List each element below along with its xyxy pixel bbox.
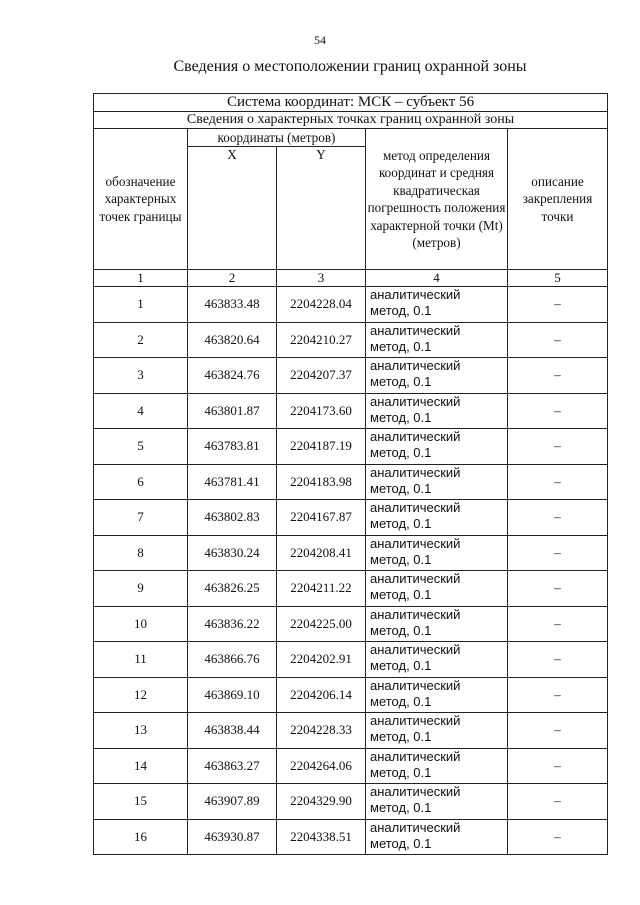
y-coordinate: 2204228.04 bbox=[277, 287, 366, 323]
table-row bbox=[94, 358, 608, 394]
x-coordinate: 463907.89 bbox=[188, 784, 277, 820]
y-coordinate: 2204210.27 bbox=[277, 322, 366, 358]
method-cell bbox=[366, 322, 508, 358]
point-number: 5 bbox=[94, 429, 188, 465]
fixing-description: – bbox=[508, 784, 608, 820]
fixing-description-header: описание закрепления точки bbox=[508, 129, 608, 270]
coordinates-header bbox=[188, 129, 366, 270]
method-cell bbox=[366, 500, 508, 536]
column-number: 4 bbox=[366, 270, 508, 287]
method-cell bbox=[366, 606, 508, 642]
document-title: Сведения о местоположении границ охранной зоны bbox=[173, 58, 527, 75]
y-coordinate: 2204225.00 bbox=[277, 606, 366, 642]
point-number: 11 bbox=[94, 642, 188, 678]
column-number: 3 bbox=[277, 270, 366, 287]
x-coordinate: 463863.27 bbox=[188, 748, 277, 784]
method-accuracy: метод, 0.1 bbox=[370, 374, 432, 389]
y-coordinate: 2204264.06 bbox=[277, 748, 366, 784]
method-accuracy: метод, 0.1 bbox=[370, 693, 432, 709]
x-coordinate: 463838.44 bbox=[188, 713, 277, 749]
x-coordinate: 463833.48 bbox=[188, 287, 277, 323]
table-row bbox=[94, 642, 608, 678]
x-coordinate: 463830.24 bbox=[188, 535, 277, 571]
point-number: 13 bbox=[94, 713, 188, 749]
table-row bbox=[94, 322, 608, 358]
fixing-description: – bbox=[508, 642, 608, 678]
method-line: аналитический bbox=[370, 784, 461, 799]
method-line: аналитический bbox=[370, 393, 461, 409]
coordinate-system-header: Система координат: МСК – субъект 56 bbox=[94, 94, 608, 112]
table-row bbox=[94, 819, 608, 855]
method-accuracy: метод, 0.1 bbox=[370, 516, 432, 531]
section-header: Сведения о характерных точках границ охранной зоны bbox=[94, 112, 608, 129]
y-coordinate: 2204202.91 bbox=[277, 642, 366, 678]
y-header: Y bbox=[316, 147, 326, 162]
method-cell bbox=[366, 535, 508, 571]
column-number: 2 bbox=[188, 270, 277, 287]
x-header: X bbox=[188, 147, 277, 270]
y-coordinate: 2204173.60 bbox=[277, 393, 366, 429]
x-coordinate: 463869.10 bbox=[188, 677, 277, 713]
table-row bbox=[94, 713, 608, 749]
table-row bbox=[94, 571, 608, 607]
table-row bbox=[94, 535, 608, 571]
method-cell bbox=[366, 784, 508, 820]
method-accuracy: метод, 0.1 bbox=[370, 445, 432, 460]
fixing-description: – bbox=[508, 287, 608, 323]
fixing-description: – bbox=[508, 358, 608, 394]
y-coordinate: 2204338.51 bbox=[277, 819, 366, 855]
method-accuracy: метод, 0.1 bbox=[370, 658, 432, 673]
fixing-description: – bbox=[508, 464, 608, 500]
point-number: 6 bbox=[94, 464, 188, 500]
method-accuracy: метод, 0.1 bbox=[370, 338, 432, 354]
fixing-description: – bbox=[508, 713, 608, 749]
method-line: аналитический bbox=[370, 748, 461, 764]
column-number: 5 bbox=[508, 270, 608, 287]
y-coordinate: 2204167.87 bbox=[277, 500, 366, 536]
coordinates-label: координаты (метров) bbox=[188, 129, 365, 147]
y-coordinate: 2204187.19 bbox=[277, 429, 366, 465]
method-line: аналитический bbox=[370, 606, 461, 622]
method-line: аналитический bbox=[370, 677, 461, 693]
x-coordinate: 463820.64 bbox=[188, 322, 277, 358]
page-number: 54 bbox=[314, 33, 326, 47]
method-accuracy: метод, 0.1 bbox=[370, 835, 432, 851]
method-line: аналитический bbox=[370, 535, 461, 551]
method-line: аналитический bbox=[370, 500, 461, 515]
y-coordinate: 2204183.98 bbox=[277, 464, 366, 500]
method-cell bbox=[366, 713, 508, 749]
method-cell bbox=[366, 677, 508, 713]
method-header: метод определения координат и средняя квадратическая погрешность положения характерной точки (Mt) (метров) bbox=[366, 129, 508, 270]
fixing-description: – bbox=[508, 606, 608, 642]
method-line: аналитический bbox=[370, 464, 461, 480]
column-numbers-row bbox=[94, 270, 608, 287]
point-number: 15 bbox=[94, 784, 188, 820]
method-accuracy: метод, 0.1 bbox=[370, 800, 432, 815]
method-accuracy: метод, 0.1 bbox=[370, 480, 432, 496]
fixing-description: – bbox=[508, 500, 608, 536]
fixing-description: – bbox=[508, 677, 608, 713]
point-number: 1 bbox=[94, 287, 188, 323]
method-line: аналитический bbox=[370, 358, 461, 373]
method-line: аналитический bbox=[370, 287, 461, 302]
point-number: 8 bbox=[94, 535, 188, 571]
fixing-description: – bbox=[508, 571, 608, 607]
method-line: аналитический bbox=[370, 571, 461, 586]
y-coordinate: 2204228.33 bbox=[277, 713, 366, 749]
fixing-description: – bbox=[508, 819, 608, 855]
method-line: аналитический bbox=[370, 322, 461, 338]
method-accuracy: метод, 0.1 bbox=[370, 729, 432, 744]
method-cell bbox=[366, 358, 508, 394]
x-coordinate: 463781.41 bbox=[188, 464, 277, 500]
y-coordinate: 2204206.14 bbox=[277, 677, 366, 713]
x-coordinate: 463866.76 bbox=[188, 642, 277, 678]
method-cell bbox=[366, 748, 508, 784]
y-coordinate: 2204208.41 bbox=[277, 535, 366, 571]
fixing-description: – bbox=[508, 535, 608, 571]
point-number: 14 bbox=[94, 748, 188, 784]
x-coordinate: 463824.76 bbox=[188, 358, 277, 394]
y-coordinate: 2204207.37 bbox=[277, 358, 366, 394]
point-number: 4 bbox=[94, 393, 188, 429]
point-number: 3 bbox=[94, 358, 188, 394]
method-accuracy: метод, 0.1 bbox=[370, 764, 432, 780]
fixing-description: – bbox=[508, 429, 608, 465]
x-coordinate: 463836.22 bbox=[188, 606, 277, 642]
method-line: аналитический bbox=[370, 642, 461, 657]
y-coordinate: 2204211.22 bbox=[277, 571, 366, 607]
table-row bbox=[94, 393, 608, 429]
method-cell bbox=[366, 287, 508, 323]
method-cell bbox=[366, 571, 508, 607]
y-coordinate: 2204329.90 bbox=[277, 784, 366, 820]
point-number: 9 bbox=[94, 571, 188, 607]
method-accuracy: метод, 0.1 bbox=[370, 551, 432, 567]
method-accuracy: метод, 0.1 bbox=[370, 303, 432, 318]
coordinates-table bbox=[93, 93, 608, 855]
table-row bbox=[94, 287, 608, 323]
column-number: 1 bbox=[94, 270, 188, 287]
point-number: 7 bbox=[94, 500, 188, 536]
point-number: 16 bbox=[94, 819, 188, 855]
method-line: аналитический bbox=[370, 819, 461, 835]
point-number: 12 bbox=[94, 677, 188, 713]
method-cell bbox=[366, 642, 508, 678]
fixing-description: – bbox=[508, 393, 608, 429]
x-coordinate: 463802.83 bbox=[188, 500, 277, 536]
table-row bbox=[94, 784, 608, 820]
method-line: аналитический bbox=[370, 713, 461, 728]
table-row bbox=[94, 606, 608, 642]
fixing-description: – bbox=[508, 322, 608, 358]
x-coordinate: 463801.87 bbox=[188, 393, 277, 429]
table-row bbox=[94, 748, 608, 784]
method-accuracy: метод, 0.1 bbox=[370, 587, 432, 602]
method-cell bbox=[366, 393, 508, 429]
point-number: 2 bbox=[94, 322, 188, 358]
point-number: 10 bbox=[94, 606, 188, 642]
table-row bbox=[94, 677, 608, 713]
table-row bbox=[94, 500, 608, 536]
x-coordinate: 463930.87 bbox=[188, 819, 277, 855]
method-cell bbox=[366, 429, 508, 465]
point-designation-header: обозначение характерных точек границы bbox=[94, 129, 188, 270]
method-cell bbox=[366, 464, 508, 500]
method-line: аналитический bbox=[370, 429, 461, 444]
method-accuracy: метод, 0.1 bbox=[370, 622, 432, 638]
method-accuracy: метод, 0.1 bbox=[370, 409, 432, 425]
fixing-description: – bbox=[508, 748, 608, 784]
x-coordinate: 463826.25 bbox=[188, 571, 277, 607]
table-row bbox=[94, 429, 608, 465]
table-row bbox=[94, 464, 608, 500]
method-cell bbox=[366, 819, 508, 855]
x-coordinate: 463783.81 bbox=[188, 429, 277, 465]
